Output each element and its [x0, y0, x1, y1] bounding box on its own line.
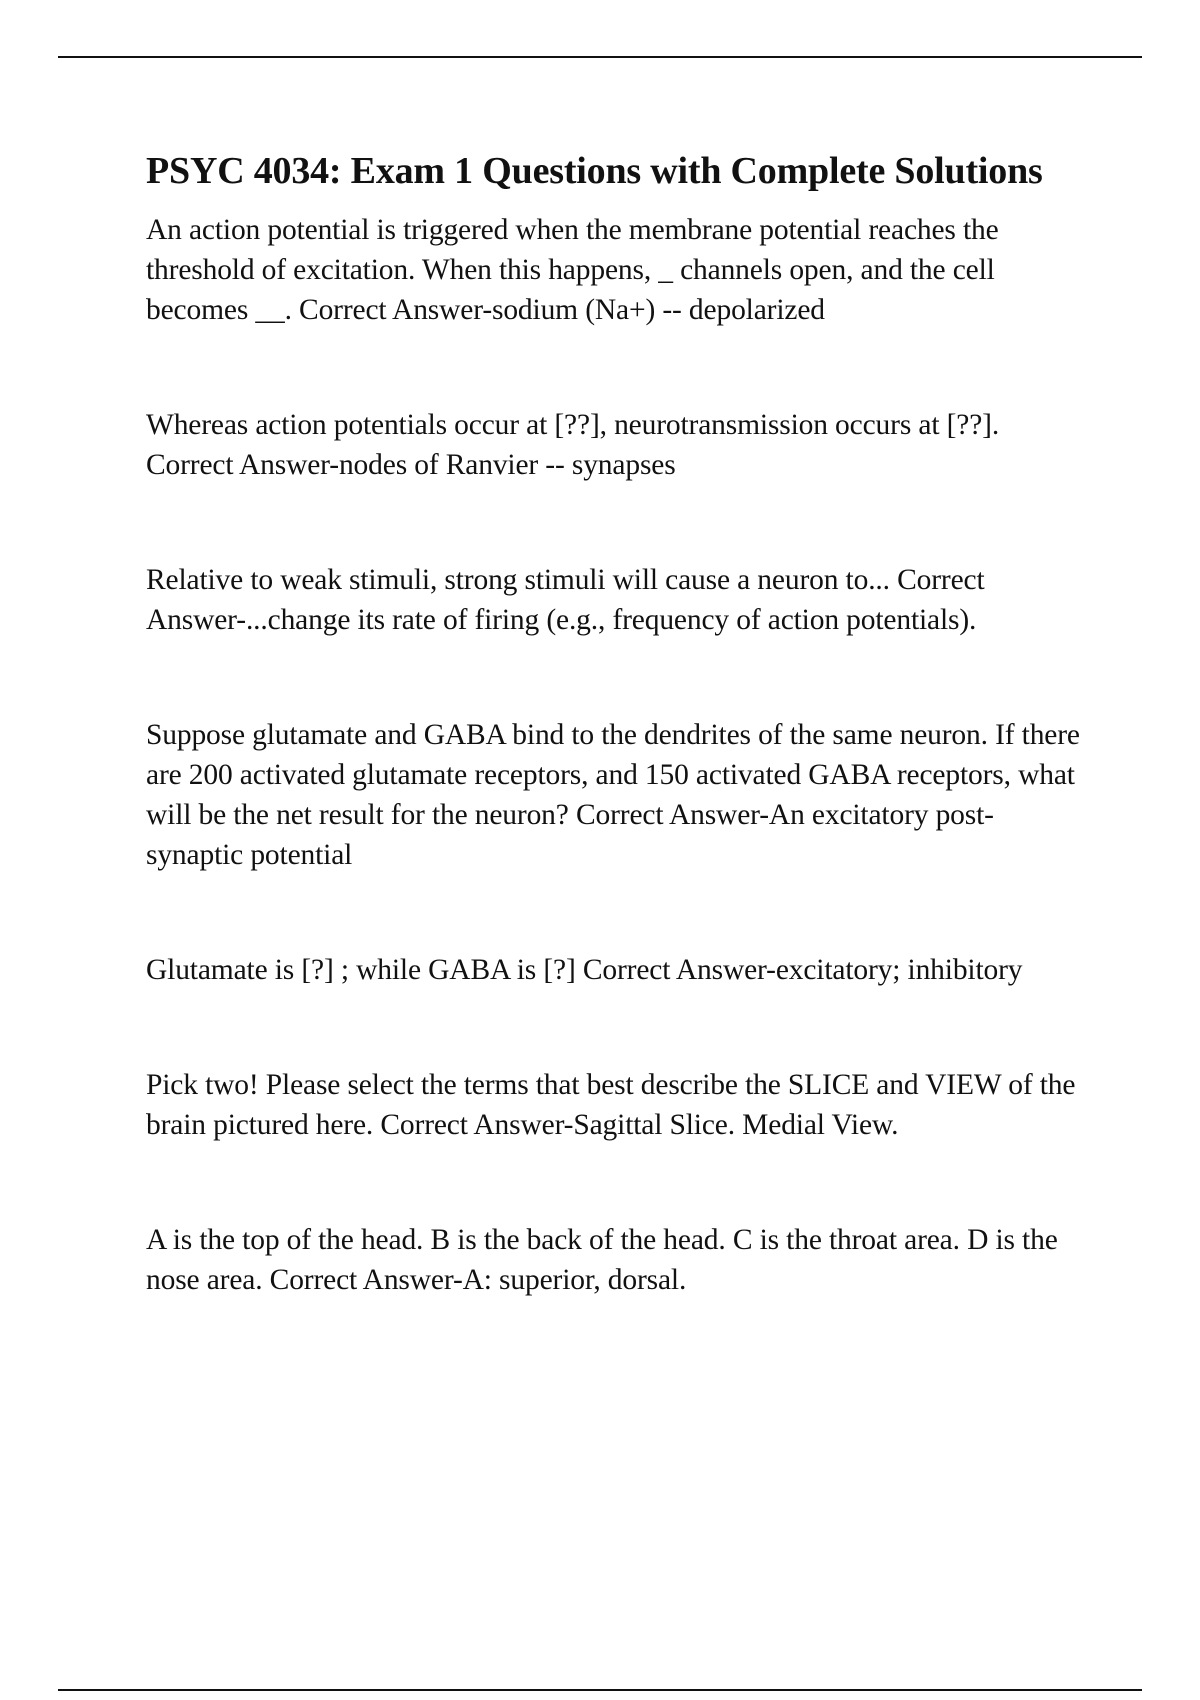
qa-item: [146, 1065, 1086, 1145]
qa-item: [146, 1220, 1086, 1300]
document-title: PSYC 4034: Exam 1 Questions with Complete Solutions: [146, 150, 1043, 192]
qa-list: [146, 210, 1086, 1300]
qa-item: [146, 560, 1086, 640]
question-text: Suppose glutamate and GABA bind to the dendrites of the same neuron. If there are 200 activated glutamate receptors, and 150 activated GABA receptors, what will be the net result for the neuron?: [146, 719, 1080, 831]
answer-label: Correct Answer-: [582, 954, 776, 986]
qa-item: [146, 210, 1086, 330]
answer-label: Correct Answer-: [269, 1264, 463, 1296]
top-rule: [58, 56, 1142, 58]
answer-label: Correct Answer-: [299, 294, 492, 326]
bottom-rule: [58, 1689, 1142, 1691]
answer-label: Correct Answer-: [380, 1109, 574, 1141]
question-text: Relative to weak stimuli, strong stimuli will cause a neuron to...: [146, 564, 890, 596]
answer-label: Correct Answer-: [146, 564, 985, 636]
answer-text: Sagittal Slice. Medial View.: [573, 1109, 899, 1141]
answer-label: Correct Answer-: [575, 799, 769, 831]
answer-text: nodes of Ranvier -- synapses: [338, 449, 676, 481]
answer-text: excitatory; inhibitory: [775, 954, 1023, 986]
answer-text: An excitatory post-synaptic potential: [146, 799, 994, 871]
answer-text: sodium (Na+) -- depolarized: [492, 294, 825, 326]
qa-item: [146, 715, 1086, 875]
qa-item: [146, 405, 1086, 485]
answer-text: A: superior, dorsal.: [462, 1264, 687, 1296]
question-text: An action potential is triggered when the membrane potential reaches the threshold of excitation. When this happens, _ channels open, and the cell becomes __.: [146, 214, 999, 326]
question-text: Whereas action potentials occur at [??], neurotransmission occurs at [??].: [146, 409, 1000, 441]
qa-item: [146, 950, 1086, 990]
question-text: Pick two! Please select the terms that best describe the SLICE and VIEW of the brain pictured here.: [146, 1069, 1076, 1141]
question-text: A is the top of the head. B is the back of the head. C is the throat area. D is the nose area.: [146, 1224, 1058, 1296]
answer-label: Correct Answer-: [146, 449, 339, 481]
answer-text: ...change its rate of firing (e.g., frequency of action potentials).: [245, 604, 977, 636]
question-text: Glutamate is [?] ; while GABA is [?]: [146, 954, 576, 986]
document-body: [146, 146, 1086, 1300]
